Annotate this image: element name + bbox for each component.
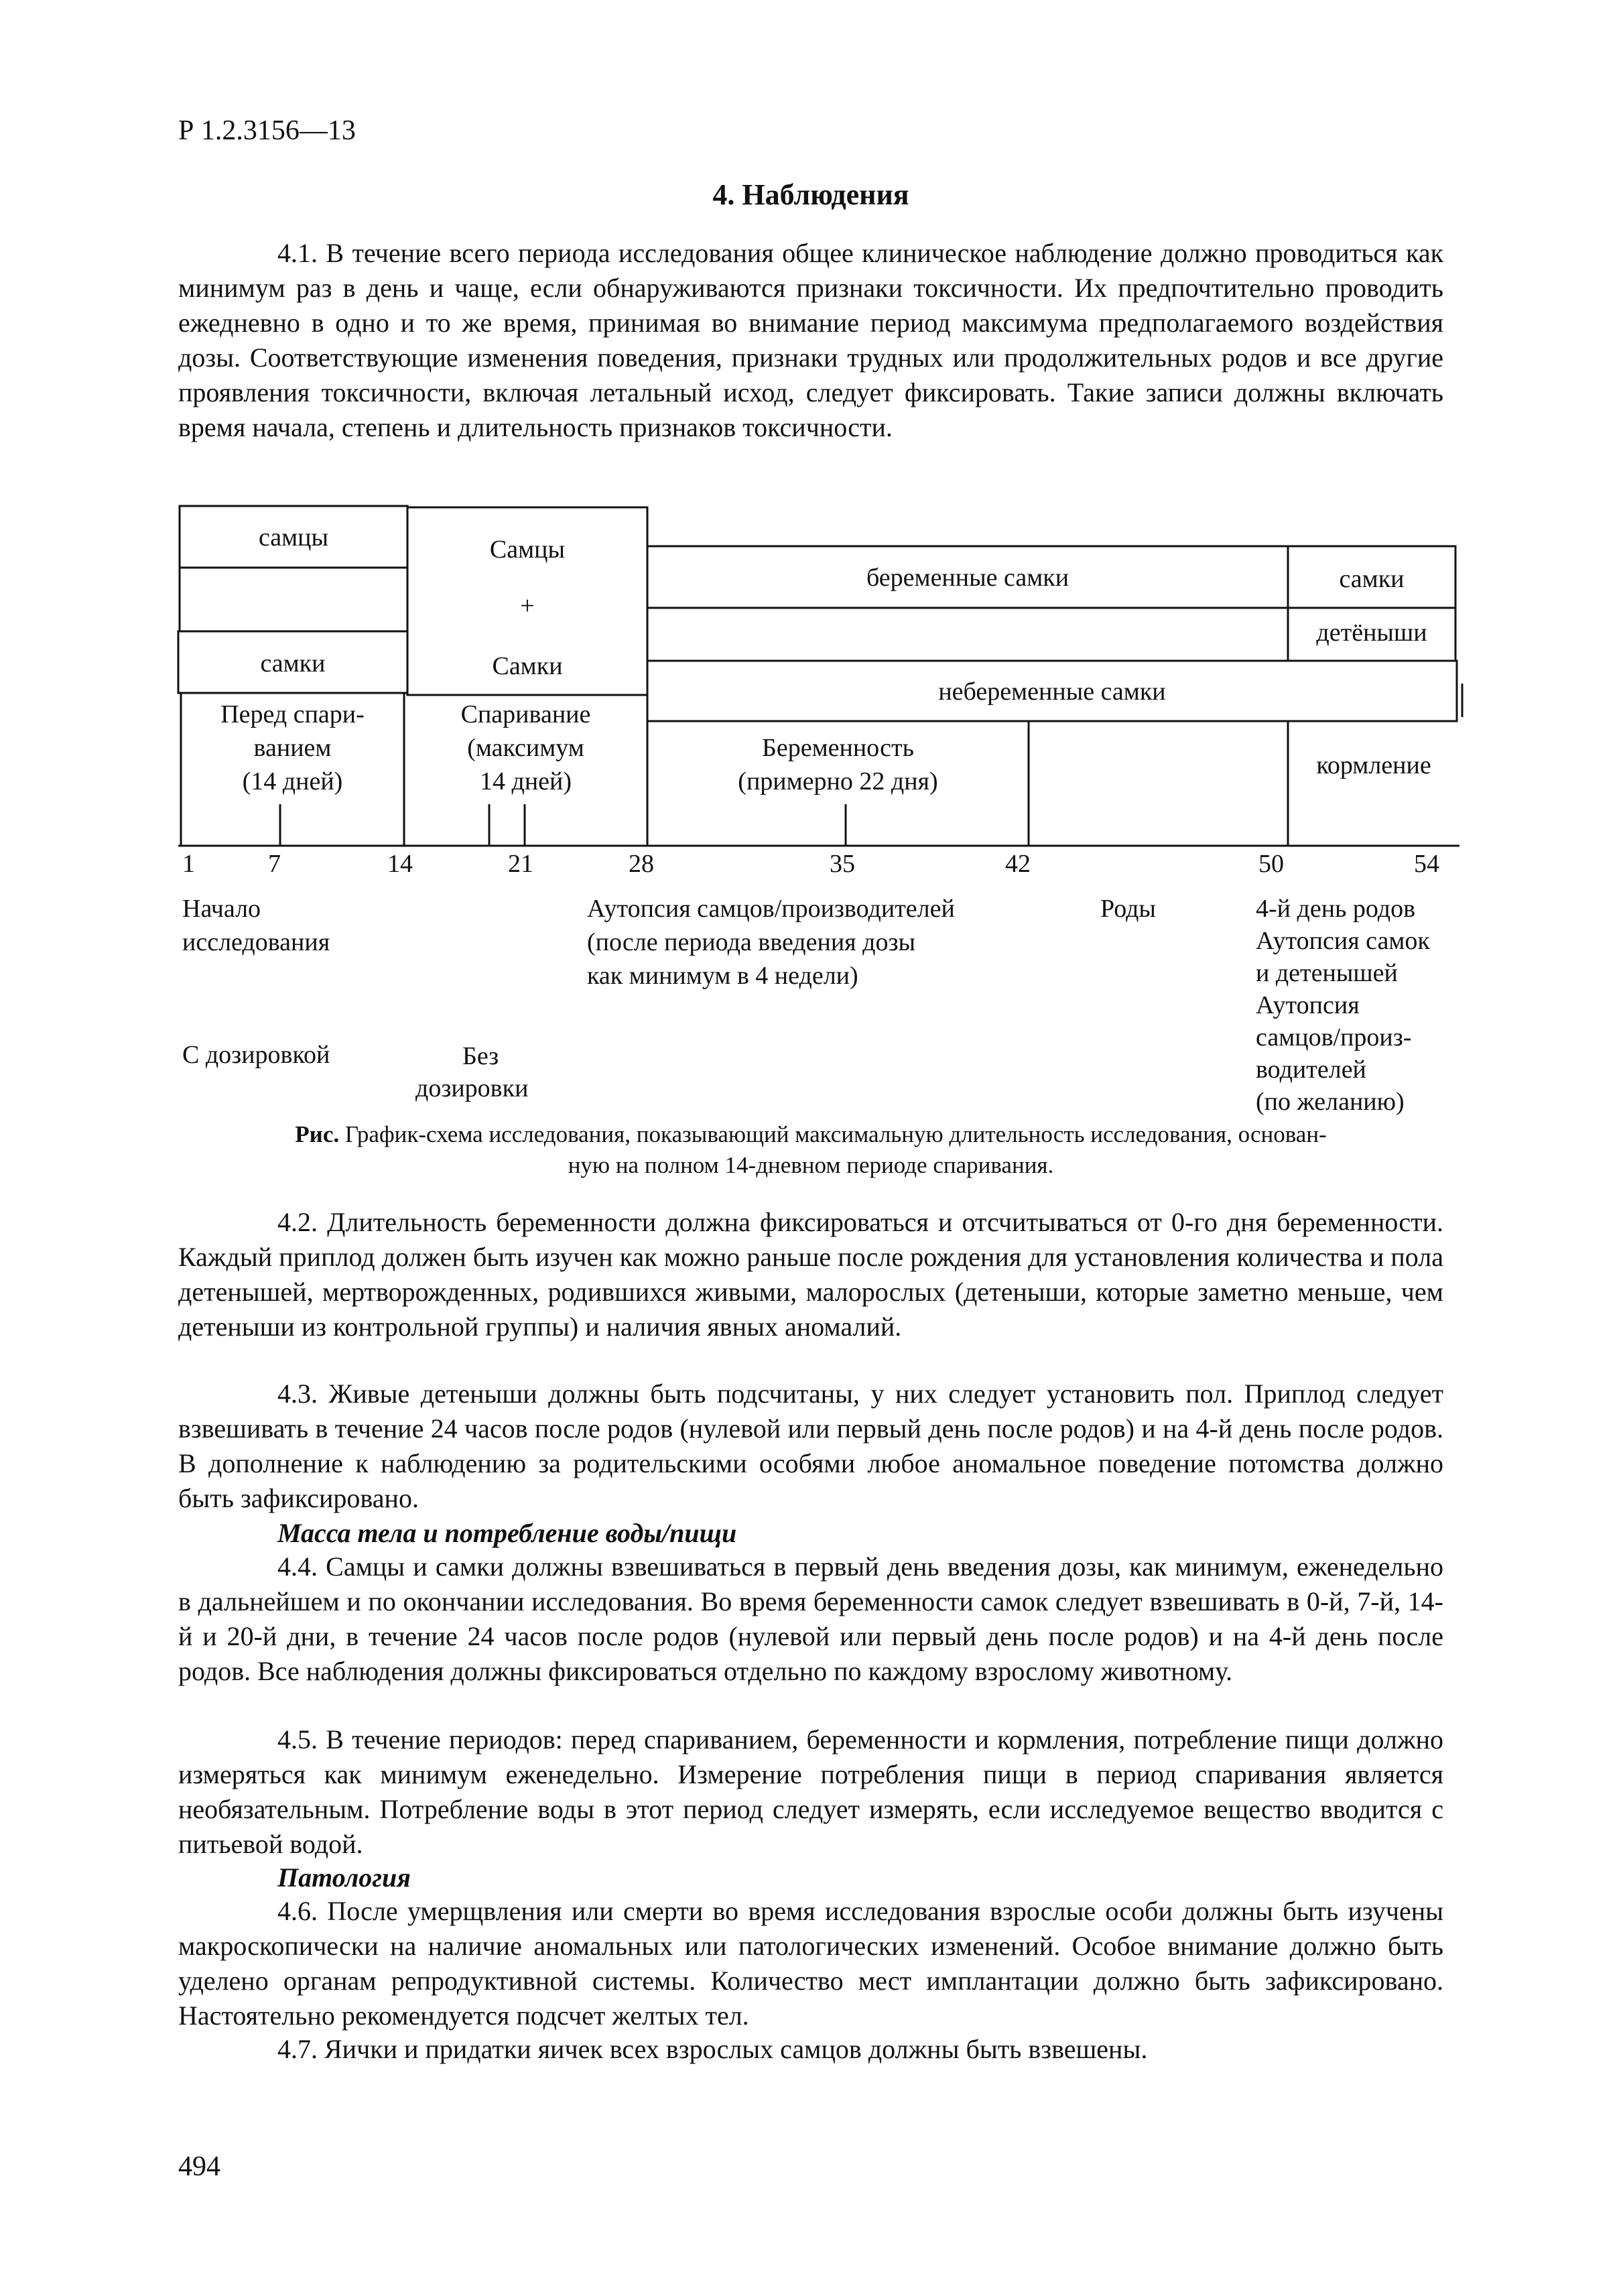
mating-period-line-1: Спаривание xyxy=(460,700,591,728)
dosing-off-line-2: дозировки xyxy=(415,1074,529,1102)
tick-day-21: 21 xyxy=(508,850,533,878)
tick-day-50: 50 xyxy=(1258,850,1284,878)
tick-day-28: 28 xyxy=(629,850,654,878)
event-day4-line-2: Аутопсия самок xyxy=(1256,927,1430,955)
paragraph-4-1: 4.1. В течение всего периода исследования общее клиническое наблюдение должно проводиться как минимум раз в день и чаще, если обнаруживаются признаки токсичности. Их предпочтительно проводить ежедневно в одно и то же время, принимая во внимание период максимума предполагаемого воздействия дозы. Соответствующие изменения поведения, признаки трудных или продолжительных родов и все другие проявления токсичности, включая летальный исход, следует фиксировать. Такие записи должны включать время начала, степень и длительность признаков токсичности. xyxy=(178,238,1443,442)
tick-day-1: 1 xyxy=(182,850,195,878)
mating-period-line-2: (максимум xyxy=(467,734,584,762)
pregnant-females-label: беременные самки xyxy=(866,564,1069,592)
figure-caption xyxy=(178,1119,1443,1181)
paragraph-4-2: 4.2. Длительность беременности должна фиксироваться и отсчитываться от 0-го дня беременности. Каждый приплод должен быть изучен как можно раньше после рождения для установления количества и пола детенышей, мертворожденных, родившихся живыми, малорослых (детеныши, которые заметно меньше, чем детеныши из контрольной группы) и наличия явных аномалий. xyxy=(178,1207,1443,1342)
dams-label: самки xyxy=(1339,565,1405,593)
dosing-off-line-1: Без xyxy=(462,1042,499,1070)
event-start-line-1: Начало xyxy=(182,895,261,923)
event-start-line-2: исследования xyxy=(182,928,330,956)
premating-line-2: ванием xyxy=(253,734,332,762)
tick-day-14: 14 xyxy=(387,850,413,878)
paragraph-4-4: 4.4. Самцы и самки должны взвешиваться в первый день введения дозы, как минимум, еженедельно в дальнейшем и по окончании исследования. Во время беременности самок следует взвешивать в 0-й, 7-й, 14-й и 20-й дни, в течение 24 часов после родов (нулевой или первый день после родов) и на 4-й день после родов. Все наблюдения должны фиксироваться отдельно по каждому взрослому животному. xyxy=(178,1551,1443,1686)
section-title: 4. Наблюдения xyxy=(712,178,909,211)
event-day4-line-7: (по желанию) xyxy=(1256,1088,1405,1116)
pups-label: детёныши xyxy=(1316,619,1427,647)
event-male-autopsy-line-3: как минимум в 4 недели) xyxy=(587,962,858,990)
premating-line-1: Перед спари- xyxy=(220,700,365,728)
caption-text-1: График-схема исследования, показывающий максимальную длительность исследования, основан- xyxy=(344,1121,1327,1147)
subheading-body-mass: Масса тела и потребление воды/пищи xyxy=(277,1518,737,1548)
premating-line-3: (14 дней) xyxy=(242,767,343,795)
caption-text-2: ную на полном 14-дневном периоде спаривания. xyxy=(568,1152,1054,1178)
pregnancy-period-line-2: (примерно 22 дня) xyxy=(738,767,938,795)
tick-day-42: 42 xyxy=(1005,850,1031,878)
nonpregnant-females-label: небеременные самки xyxy=(938,678,1166,706)
mating-period-line-3: 14 дней) xyxy=(479,767,572,795)
tick-day-7: 7 xyxy=(268,850,281,878)
caption-line-1 xyxy=(178,1119,1443,1150)
mating-females-label: Самки xyxy=(492,652,563,680)
event-day4-line-3: и детенышей xyxy=(1256,959,1398,987)
event-day4-line-6: водителей xyxy=(1256,1056,1366,1084)
females-label: самки xyxy=(260,649,326,678)
mating-males-label: Самцы xyxy=(489,535,566,564)
mating-plus-label: + xyxy=(520,592,535,620)
event-male-autopsy-line-2: (после периода введения дозы xyxy=(587,928,916,956)
paragraph-4-6: 4.6. После умерщвления или смерти во время исследования взрослые особи должны быть изучены макроскопически на наличие аномальных или патологических изменений. Особое внимание должно быть уделено органам репродуктивной системы. Количество мест имплантации должно быть зафиксировано. Настоятельно рекомендуется подсчет желтых тел. xyxy=(178,1896,1443,2031)
event-day4-line-5: самцов/произ- xyxy=(1256,1023,1412,1051)
paragraph-4-3: 4.3. Живые детеныши должны быть подсчитаны, у них следует установить пол. Приплод следует взвешивать в течение 24 часов после родов (нулевой или первый день после родов) и на 4-й день после родов. В дополнение к наблюдению за родительскими особями любое аномальное поведение потомства должно быть зафиксировано. xyxy=(178,1379,1443,1513)
dosing-on-label: С дозировкой xyxy=(182,1041,330,1069)
tick-day-35: 35 xyxy=(830,850,855,878)
page-number: 494 xyxy=(178,2151,220,2182)
event-male-autopsy-line-1: Аутопсия самцов/производителей xyxy=(587,895,955,923)
subheading-pathology: Патология xyxy=(277,1862,411,1893)
caption-label: Рис. xyxy=(295,1121,340,1147)
event-day4-line-1: 4-й день родов xyxy=(1256,895,1416,923)
tick-day-54: 54 xyxy=(1414,850,1439,878)
lactation-period-label: кормление xyxy=(1316,751,1431,779)
males-label: самцы xyxy=(258,523,329,552)
paragraph-4-5: 4.5. В течение периодов: перед спариванием, беременности и кормления, потребление пищи должно измеряться как минимум еженедельно. Измерение потребления пищи в период спаривания является необязательным. Потребление воды в этот период следует измерять, если исследуемое вещество вводится с питьевой водой. xyxy=(178,1724,1443,1859)
event-day4-line-4: Аутопсия xyxy=(1256,991,1360,1019)
document-code: Р 1.2.3156—13 xyxy=(178,115,356,146)
paragraph-4-7: 4.7. Яички и придатки яичек всех взрослых самцов должны быть взвешены. xyxy=(277,2034,1148,2064)
event-birth-label: Роды xyxy=(1100,895,1156,923)
pregnancy-period-line-1: Беременность xyxy=(762,734,914,762)
